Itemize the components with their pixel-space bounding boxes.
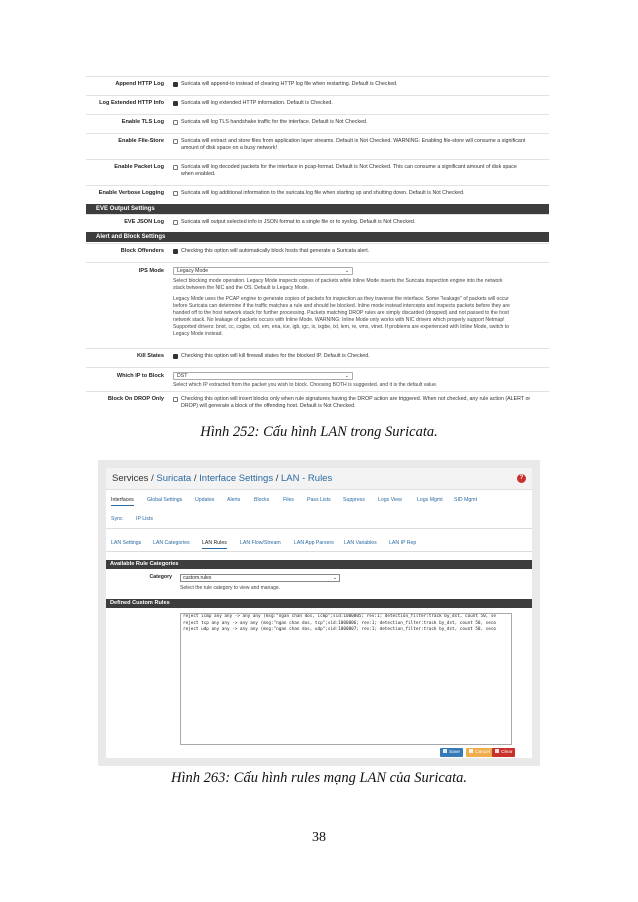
kill-states-checkbox[interactable] [173,354,178,359]
tab-suppress[interactable]: Suppress [343,497,365,503]
tab-pass-lists[interactable]: Pass Lists [307,497,331,503]
ips-mode-help: Select blocking mode operation. Legacy Mode inspects copies of packets while Inline Mode inserts the Suricata inspection engine into the network stack between the NIC and the OS. Default is Legacy Mode. [173,278,503,291]
category-label: Category [149,574,172,580]
tab-sid-mgmt[interactable]: SID Mgmt [454,497,478,503]
alert-block-settings-header: Alert and Block Settings [86,232,549,242]
tab-lan-flow-stream[interactable]: LAN Flow/Stream [240,540,281,546]
option-4-label: Enable Packet Log [114,164,164,170]
breadcrumb-root: Services [112,473,149,484]
page-header [106,468,532,490]
block-on-drop-only-description: Checking this option will insert blocks only when rule signatures having the DROP action are triggered. When not checked, any rule action (ALERT or DROP) will generate a block of the offending host. Default is Not Checked. [181,396,531,409]
suricata-lan-rules-screenshot [98,460,540,766]
option-0-checkbox[interactable] [173,82,178,87]
save-icon [443,749,447,753]
defined-custom-rules-header: Defined Custom Rules [106,599,532,608]
tab-lan-categories[interactable]: LAN Categories [153,540,190,546]
category-select[interactable]: custom.rules ⌄ [180,574,340,582]
block-offenders-row [86,243,549,262]
which-ip-label: Which IP to Block [116,373,164,379]
tab-files[interactable]: Files [283,497,294,503]
save-button[interactable]: Save [440,748,463,757]
tab-interfaces[interactable]: Interfaces [111,497,134,506]
tab-logs-view[interactable]: Logs View [378,497,402,503]
available-rule-categories-header: Available Rule Categories [106,560,532,569]
question-icon[interactable]: ? [517,474,526,483]
chevron-down-icon: ⌄ [344,268,349,274]
option-2-description: Suricata will log TLS handshake traffic for the interface. Default is Not Checked. [181,119,368,125]
option-1-row [86,95,549,114]
option-3-row [86,133,549,159]
tab-updates[interactable]: Updates [195,497,215,503]
category-help: Select the rule category to view and manage. [180,585,281,591]
eve-output-settings-header: EVE Output Settings [86,204,549,214]
eve-json-log-row [86,214,549,231]
kill-states-label: Kill States [136,353,164,359]
tab-lan-rules[interactable]: LAN Rules [202,540,227,549]
block-on-drop-only-row [86,391,549,419]
option-4-checkbox[interactable] [173,165,178,170]
eve-json-log-checkbox[interactable] [173,220,178,225]
tab-alerts[interactable]: Alerts [227,497,241,503]
which-ip-select[interactable]: DST ⌄ [173,372,353,380]
tab-lan-settings[interactable]: LAN Settings [111,540,142,546]
trash-icon [495,749,499,753]
rule-line: reject tcp any any -> any any (msg:"ngan chan dos, tcp";sid:1000006; rev:1; detection_filter:track by_dst, count 50, seco [183,620,497,626]
breadcrumb-lan-rules[interactable]: LAN - Rules [281,473,333,484]
ips-mode-details: Legacy Mode uses the PCAP engine to generate copies of packets for inspection as they traverse the interface. Some "leakage" of packets will occur before Suricata can determine if the traffic matches a rule and should be blocked. Inline mode instead intercepts and inspects packets before they are handed off to the host network stack for further processing. Packets matching DROP rules are simply discarded (dropped) and not passed to the host network stack. No leakage of packets occurs with Inline Mode. WARNING: Inline Mode only works with NIC drivers which properly support Netmap! Supported drivers: bnxt, cc, cxgbe, cxl, em, ena, ice, igb, igc, ix, ixgbe, ixl, lem, re, vmx, vtnet. If problems are experienced with Inline Mode, switch to Legacy Mode instead. [173,296,510,337]
option-1-checkbox[interactable] [173,101,178,106]
tab-lan-app-parsers[interactable]: LAN App Parsers [294,540,334,546]
option-4-row [86,159,549,185]
option-3-label: Enable File-Store [118,138,164,144]
option-2-checkbox[interactable] [173,120,178,125]
custom-rules-textarea[interactable] [180,613,512,745]
option-0-description: Suricata will append-to instead of clearing HTTP log file when restarting. Default is Checked. [181,81,398,87]
tab-global-settings[interactable]: Global Settings [147,497,183,503]
option-1-label: Log Extended HTTP Info [99,100,164,106]
option-3-description: Suricata will extract and store files from application layer streams. Default is Not Checked. WARNING: Enabling file-store will consume a significant amount of disk space on a busy network! [181,138,526,151]
block-offenders-description: Checking this option will automatically block hosts that generate a Suricata alert. [181,248,370,254]
option-5-description: Suricata will log additional information to the suricata.log file when starting up and shutting down. Default is Not Checked. [181,190,465,196]
block-on-drop-only-label: Block On DROP Only [107,396,164,402]
chevron-down-icon: ⌄ [332,575,337,581]
breadcrumb-suricata[interactable]: Suricata [156,473,192,484]
option-4-description: Suricata will log decoded packets for the interface in pcap-format. Default is Not Checked. This can consume a significant amount of disk space when enabled. [181,164,517,177]
kill-states-description: Checking this option will kill firewall states for the blocked IP. Default is Checked. [181,353,370,359]
tab-lan-ip-rep[interactable]: LAN IP Rep [389,540,417,546]
tab-sync[interactable]: Sync [111,516,123,522]
ips-mode-select[interactable]: Legacy Mode ⌄ [173,267,353,275]
which-ip-row [86,367,549,391]
breadcrumb: Services / Suricata / Interface Settings / LAN - Rules [112,473,333,484]
tab-blocks[interactable]: Blocks [254,497,270,503]
rule-line: reject udp any any -> any any (msg:"ngan chan dos, udp";sid:1000007; rev:1; detection_filter:track by_dst, count 50, seco [183,627,497,632]
option-3-checkbox[interactable] [173,139,178,144]
option-0-row [86,76,549,95]
tab-logs-mgmt[interactable]: Logs Mgmt [417,497,443,503]
option-0-label: Append HTTP Log [115,81,164,87]
clear-button[interactable]: Clear [492,748,515,757]
rules-panel [106,468,532,758]
ips-mode-label: IPS Mode [138,268,164,274]
page-number: 38 [312,830,326,845]
suricata-logging-settings-screenshot [86,72,549,421]
eve-json-log-description: Suricata will output selected info in JSON format to a single file or to syslog. Default is Not Checked. [181,219,416,225]
cancel-button[interactable]: Cancel [466,748,493,757]
tab-ip-lists[interactable]: IP Lists [136,516,153,522]
ips-mode-row [86,262,549,348]
cancel-icon [469,749,473,753]
which-ip-help: Select which IP extracted from the packet you wish to block. Choosing BOTH is suggested, and it is the default value. [173,382,438,388]
figure-caption-263: Hình 263: Cấu hình rules mạng LAN của Suricata. [170,770,468,786]
chevron-down-icon: ⌄ [344,373,349,379]
eve-json-log-label: EVE JSON Log [124,219,164,225]
option-1-description: Suricata will log extended HTTP information. Default is Checked. [181,100,333,106]
option-5-checkbox[interactable] [173,191,178,196]
option-5-row [86,185,549,204]
kill-states-row [86,348,549,367]
block-offenders-checkbox[interactable] [173,249,178,254]
rule-line: reject icmp any any -> any any (msg:"ngan chan dos, icmp";sid:1000005; rev:1; detection_filter:track by_dst, count 50, se [183,614,497,619]
option-5-label: Enable Verbose Logging [98,190,164,196]
tab-lan-variables[interactable]: LAN Variables [344,540,377,546]
option-2-label: Enable TLS Log [121,119,164,125]
block-on-drop-only-checkbox[interactable] [173,397,178,402]
figure-caption-252: Hình 252: Cấu hình LAN trong Suricata. [200,424,438,440]
option-2-row [86,114,549,133]
block-offenders-label: Block Offenders [120,248,164,254]
breadcrumb-interface-settings[interactable]: Interface Settings [199,473,274,484]
